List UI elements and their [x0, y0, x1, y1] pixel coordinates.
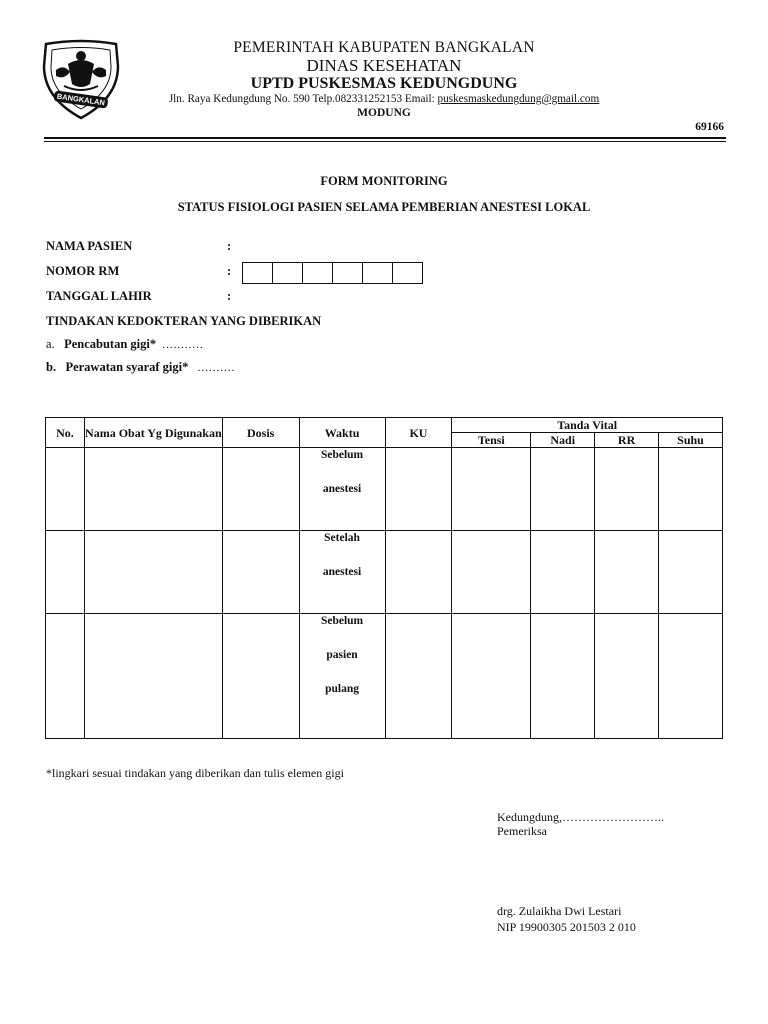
- postal-code: 69166: [695, 121, 724, 133]
- rm-digit-box[interactable]: [243, 263, 272, 283]
- table-header-row: [46, 418, 723, 433]
- rm-digit-box[interactable]: [332, 263, 362, 283]
- label-tindakan: TINDAKAN KEDOKTERAN YANG DIBERIKAN: [46, 314, 322, 328]
- cell-waktu: [299, 614, 385, 739]
- footnote: *lingkari sesuai tindakan yang diberikan dan tulis elemen gigi: [46, 766, 344, 780]
- cell-tensi[interactable]: [452, 614, 531, 739]
- label-nama-pasien: NAMA PASIEN: [46, 239, 133, 253]
- waktu-text: Setelah: [324, 532, 360, 544]
- header-puskesmas: UPTD PUSKESMAS KEDUNGDUNG: [250, 75, 518, 92]
- rm-digit-box[interactable]: [362, 263, 392, 283]
- col-header-dosis: Dosis: [222, 418, 299, 448]
- nomor-rm-boxes[interactable]: [242, 262, 423, 284]
- header-city: MODUNG: [357, 107, 411, 119]
- colon-nama: :: [227, 239, 232, 253]
- cell-waktu: [299, 531, 385, 614]
- cell-suhu[interactable]: [659, 448, 723, 531]
- signature-nip: NIP 19900305 201503 2 010: [497, 920, 636, 934]
- col-header-ku: KU: [385, 418, 452, 448]
- waktu-text: pulang: [325, 683, 359, 695]
- rm-digit-box[interactable]: [392, 263, 422, 283]
- col-header-rr: RR: [595, 433, 659, 448]
- cell-ku[interactable]: [385, 614, 452, 739]
- label-tanggal-lahir: TANGGAL LAHIR: [46, 289, 152, 303]
- option-b[interactable]: [46, 360, 235, 375]
- cell-no[interactable]: [46, 448, 85, 531]
- col-header-nadi: Nadi: [531, 433, 595, 448]
- email-link[interactable]: puskesmaskedungdung@gmail.com: [437, 93, 600, 105]
- cell-obat[interactable]: [84, 614, 222, 739]
- kabupaten-logo: [38, 36, 124, 122]
- header-divider: [44, 137, 726, 142]
- cell-suhu[interactable]: [659, 531, 723, 614]
- cell-dosis[interactable]: [222, 614, 299, 739]
- cell-ku[interactable]: [385, 531, 452, 614]
- table-row: [46, 531, 723, 614]
- option-b-label: Perawatan syaraf gigi*: [65, 360, 189, 374]
- form-title: FORM MONITORING: [320, 174, 448, 188]
- table-row: [46, 448, 723, 531]
- label-nomor-rm: NOMOR RM: [46, 264, 120, 278]
- col-header-tanda-vital: Tanda Vital: [452, 418, 723, 433]
- waktu-text: anestesi: [322, 566, 362, 578]
- col-header-waktu: Waktu: [299, 418, 385, 448]
- option-a[interactable]: [46, 337, 204, 352]
- waktu-text: pasien: [326, 649, 358, 661]
- header-address: [150, 93, 618, 105]
- logo-text: BANGKALAN: [56, 91, 106, 108]
- signature-role: Pemeriksa: [497, 824, 547, 838]
- cell-obat[interactable]: [84, 448, 222, 531]
- cell-rr[interactable]: [595, 531, 659, 614]
- option-b-dots: ..........: [197, 362, 236, 374]
- header-department: DINAS KESEHATAN: [306, 56, 462, 75]
- waktu-text: anestesi: [322, 483, 362, 495]
- col-header-obat: Nama Obat Yg Digunakan: [84, 418, 222, 448]
- monitoring-table: [45, 417, 723, 739]
- cell-dosis[interactable]: [222, 531, 299, 614]
- option-a-dots: ...........: [162, 339, 204, 351]
- header-government: PEMERINTAH KABUPATEN BANGKALAN: [233, 39, 535, 56]
- address-text: Jln. Raya Kedungdung No. 590 Telp.082331252153 Email:: [168, 93, 438, 105]
- cell-nadi[interactable]: [531, 531, 595, 614]
- rm-digit-box[interactable]: [302, 263, 332, 283]
- cell-dosis[interactable]: [222, 448, 299, 531]
- cell-ku[interactable]: [385, 448, 452, 531]
- waktu-text: Sebelum: [320, 615, 364, 627]
- col-header-no: No.: [46, 418, 85, 448]
- rm-digit-box[interactable]: [272, 263, 302, 283]
- cell-rr[interactable]: [595, 448, 659, 531]
- col-header-tensi: Tensi: [452, 433, 531, 448]
- signature-place-date: Kedungdung,……………………..: [497, 810, 664, 824]
- col-header-suhu: Suhu: [659, 433, 723, 448]
- form-subtitle: STATUS FISIOLOGI PASIEN SELAMA PEMBERIAN ANESTESI LOKAL: [177, 200, 591, 214]
- cell-nadi[interactable]: [531, 448, 595, 531]
- option-a-marker: a.: [46, 337, 55, 351]
- cell-no[interactable]: [46, 531, 85, 614]
- colon-tanggal: :: [227, 289, 232, 303]
- cell-obat[interactable]: [84, 531, 222, 614]
- cell-tensi[interactable]: [452, 448, 531, 531]
- option-b-marker: b.: [46, 360, 57, 374]
- cell-waktu: [299, 448, 385, 531]
- waktu-text: Sebelum: [320, 449, 364, 461]
- option-a-label: Pencabutan gigi*: [64, 337, 157, 351]
- table-row: [46, 614, 723, 739]
- cell-rr[interactable]: [595, 614, 659, 739]
- signature-name: drg. Zulaikha Dwi Lestari: [497, 904, 622, 918]
- cell-nadi[interactable]: [531, 614, 595, 739]
- cell-tensi[interactable]: [452, 531, 531, 614]
- cell-suhu[interactable]: [659, 614, 723, 739]
- cell-no[interactable]: [46, 614, 85, 739]
- colon-rm: :: [227, 264, 232, 278]
